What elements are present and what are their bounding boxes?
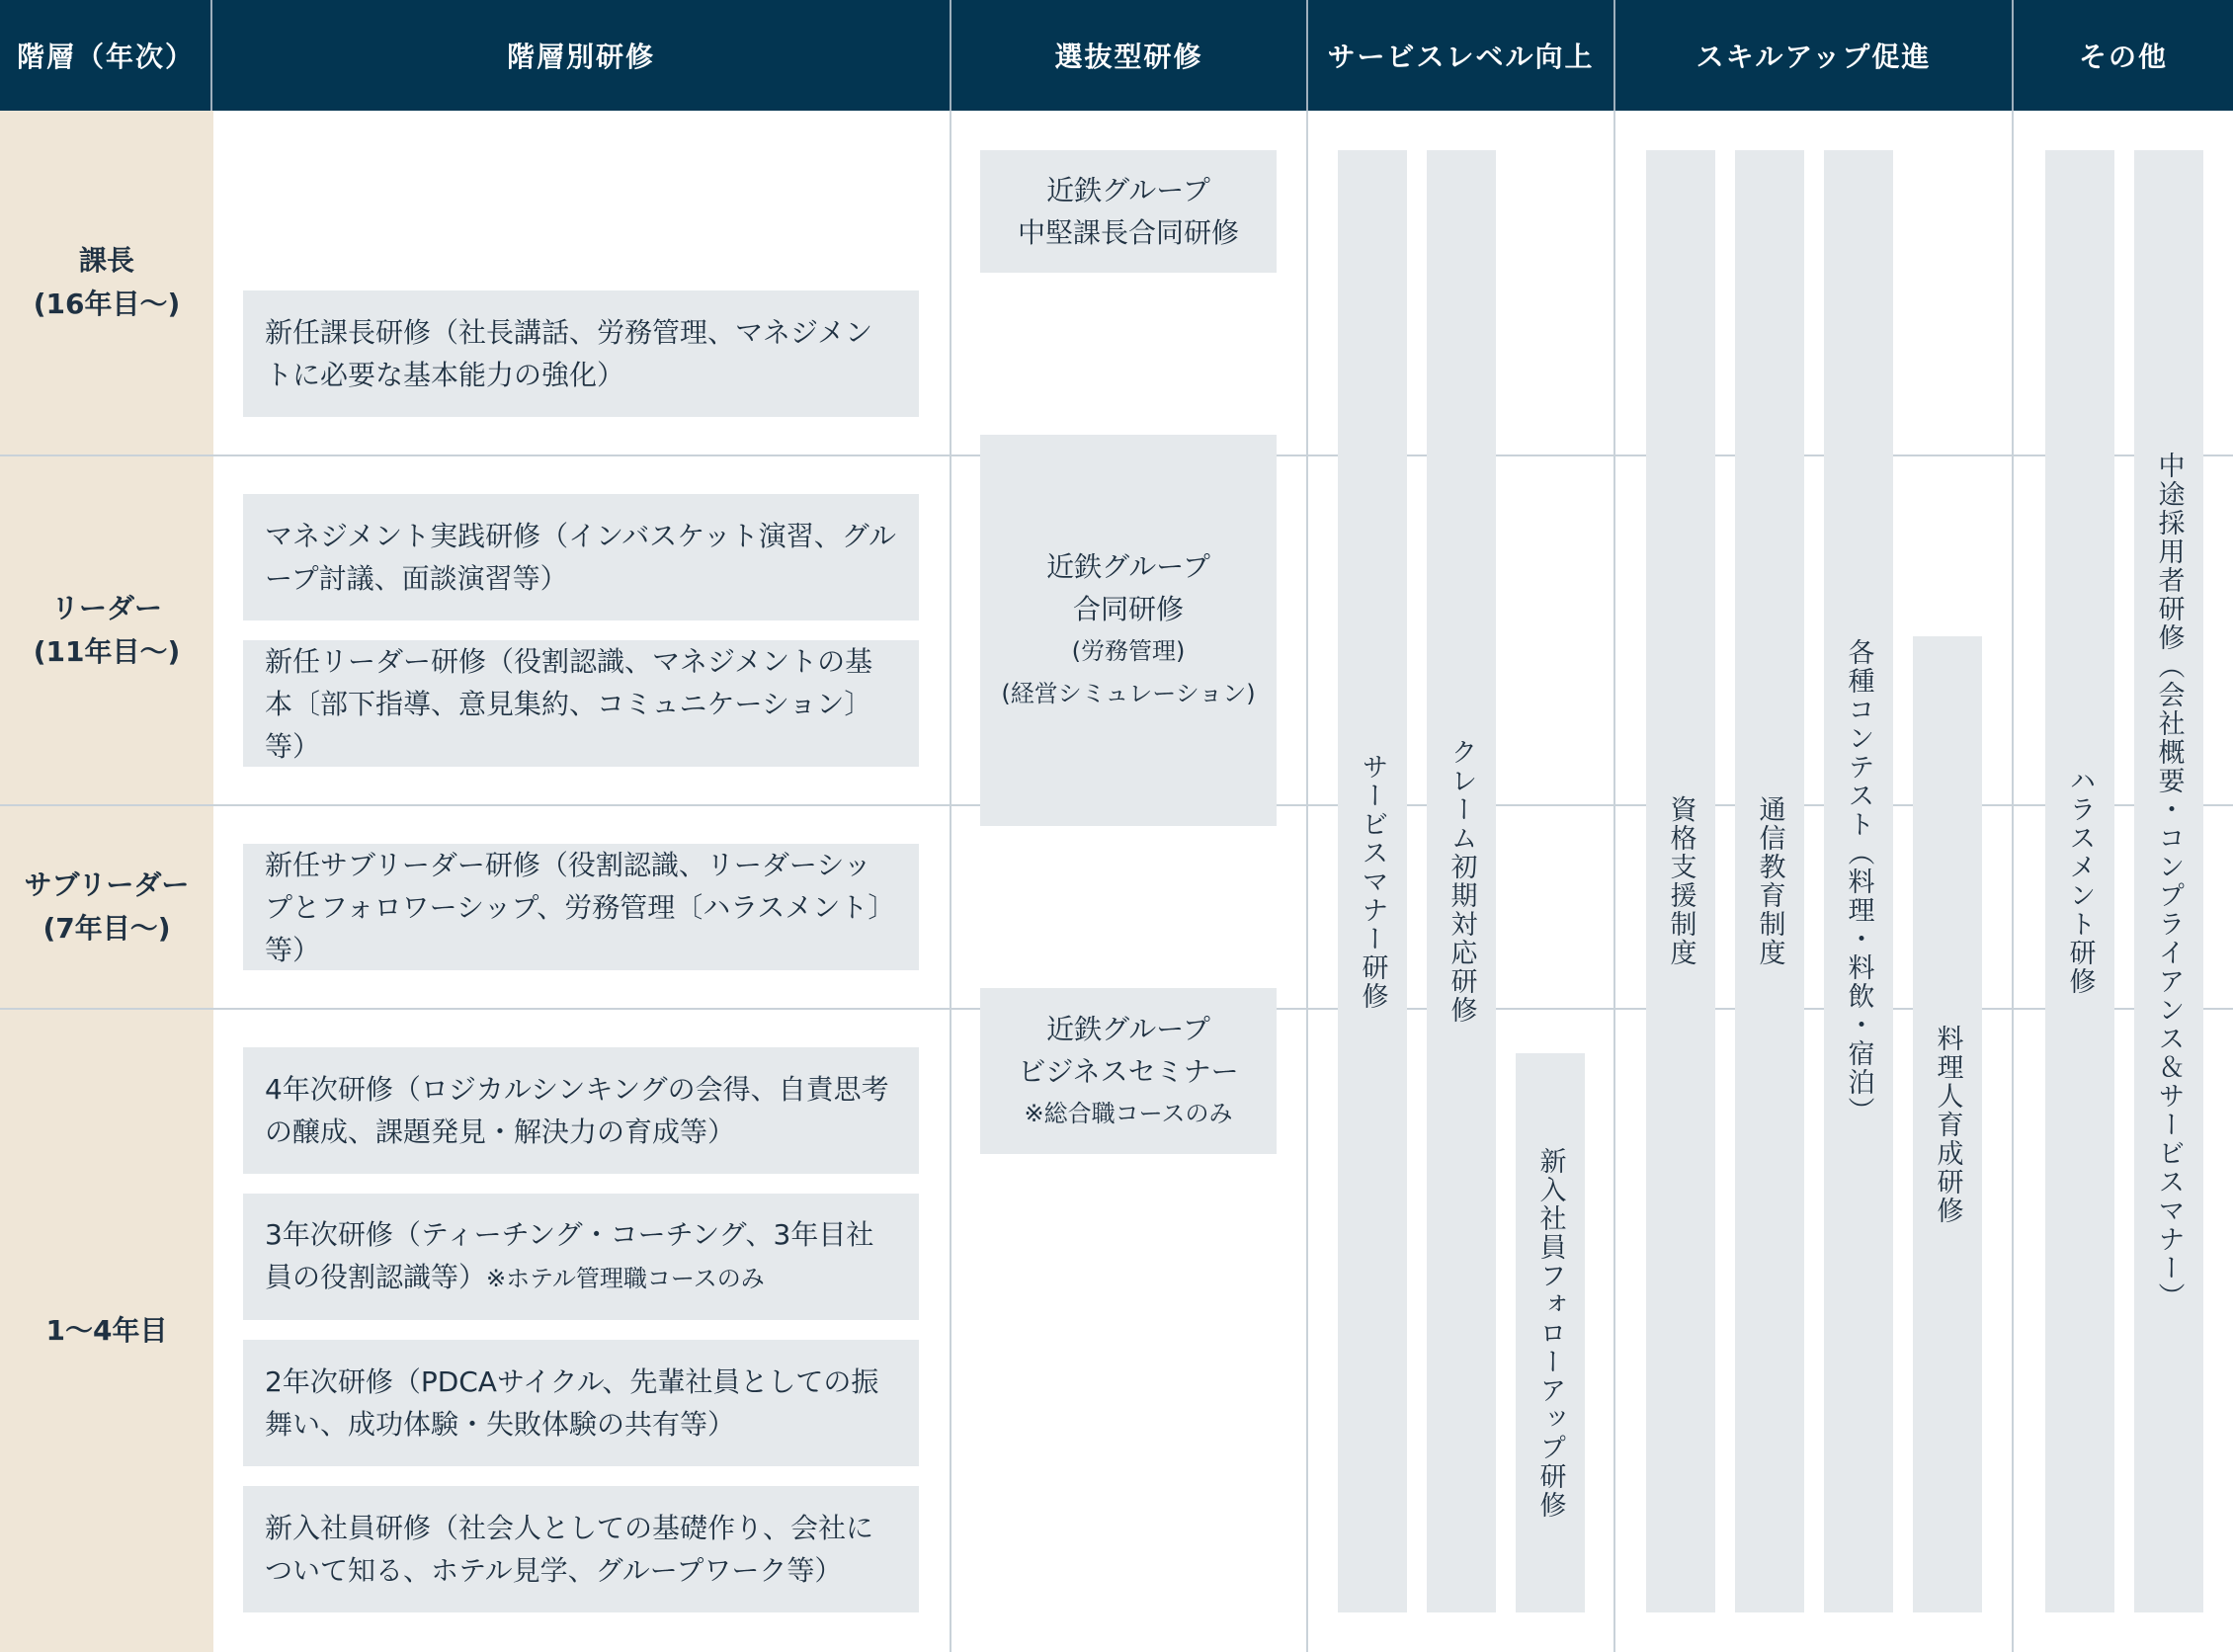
column-divider (2012, 111, 2014, 1652)
training-year4: 4年次研修（ロジカルシンキングの会得、自責思考の醸成、課題発見・解決力の育成等） (243, 1047, 919, 1174)
selective-business-seminar (980, 988, 1277, 1154)
selective-line: 近鉄グループ (1046, 174, 1210, 206)
selective-mid-kacho (980, 150, 1277, 273)
correspondence-education (1735, 150, 1804, 1612)
column-divider (1306, 111, 1308, 1652)
bar-label: クレーム初期対応研修 (1446, 738, 1477, 1025)
level-junior (0, 1010, 213, 1652)
training-new-leader: 新任リーダー研修（役割認識、マネジメントの基本〔部下指導、意見集約、コミュニケーション〕等） (243, 640, 919, 767)
level-title: 課長 (78, 244, 134, 277)
new-hire-followup-training (1516, 1053, 1585, 1612)
bar-label: 通信教育制度 (1754, 795, 1785, 967)
bar-label: サービスマナー研修 (1357, 752, 1388, 1011)
level-title: リーダー (50, 592, 162, 624)
training-year3-note: ※ホテル管理職コースのみ (486, 1265, 765, 1292)
header-service-level: サービスレベル向上 (1327, 41, 1595, 73)
contests (1824, 150, 1893, 1612)
training-year3-text: 3年次研修（ティーチング・コーチング、3年目社員の役割認識等） (265, 1218, 874, 1293)
bar-label: ハラスメント研修 (2064, 767, 2096, 996)
level-kacho (0, 111, 213, 454)
level-title: サブリーダー (24, 868, 190, 901)
selective-line: ※総合職コースのみ (1024, 1099, 1233, 1127)
level-leader (0, 456, 213, 804)
header-skill-up: スキルアップ促進 (1695, 41, 1932, 73)
level-subleader (0, 806, 213, 1008)
bar-label: 新入社員フォローアップ研修 (1534, 1146, 1566, 1520)
column-divider (1613, 111, 1615, 1652)
bar-label: 資格支援制度 (1665, 795, 1696, 967)
header-other: その他 (2078, 41, 2168, 73)
header-level: 階層（年次） (16, 41, 195, 73)
header-selective-training: 選抜型研修 (1054, 41, 1203, 73)
selective-line: (労務管理) (1071, 637, 1186, 665)
selective-line: 近鉄グループ (1046, 550, 1210, 583)
qualification-support (1646, 150, 1715, 1612)
bar-label: 中途採用者研修（会社概要・コンプライアンス＆サービスマナー） (2153, 452, 2185, 1311)
claim-response-training (1427, 150, 1496, 1612)
mid-career-hire-training (2134, 150, 2203, 1612)
chef-development-training (1913, 636, 1982, 1612)
level-years: (16年目〜) (33, 288, 181, 320)
selective-line: 中堅課長合同研修 (1017, 216, 1239, 249)
training-year3 (243, 1194, 919, 1320)
header-tiered-training: 階層別研修 (506, 41, 655, 73)
training-management-practice: マネジメント実践研修（インバスケット演習、グループ討議、面談演習等） (243, 494, 919, 620)
bar-label: 各種コンテスト（料理・料飲・宿泊） (1843, 637, 1874, 1125)
selective-line: 近鉄グループ (1046, 1012, 1210, 1045)
training-new-subleader: 新任サブリーダー研修（役割認識、リーダーシップとフォロワーシップ、労務管理〔ハラスメント〕等） (243, 844, 919, 970)
harassment-training (2045, 150, 2114, 1612)
level-years: (11年目〜) (33, 635, 181, 668)
level-title: 1〜4年目 (45, 1314, 168, 1347)
bar-label: 料理人育成研修 (1932, 1024, 1963, 1225)
selective-line: ビジネスセミナー (1018, 1054, 1239, 1088)
training-new-hire: 新入社員研修（社会人としての基礎作り、会社について知る、ホテル見学、グループワーク等） (243, 1486, 919, 1612)
service-manner-training (1338, 150, 1407, 1612)
training-year2: 2年次研修（PDCAサイクル、先輩社員としての振舞い、成功体験・失敗体験の共有等） (243, 1340, 919, 1466)
selective-joint-training (980, 435, 1277, 826)
training-new-kacho: 新任課長研修（社長講話、労務管理、マネジメントに必要な基本能力の強化） (243, 290, 919, 417)
column-divider (950, 111, 951, 1652)
selective-line: 合同研修 (1072, 593, 1184, 625)
selective-line: (経営シミュレーション) (1001, 680, 1256, 707)
level-years: (7年目〜) (42, 912, 171, 945)
